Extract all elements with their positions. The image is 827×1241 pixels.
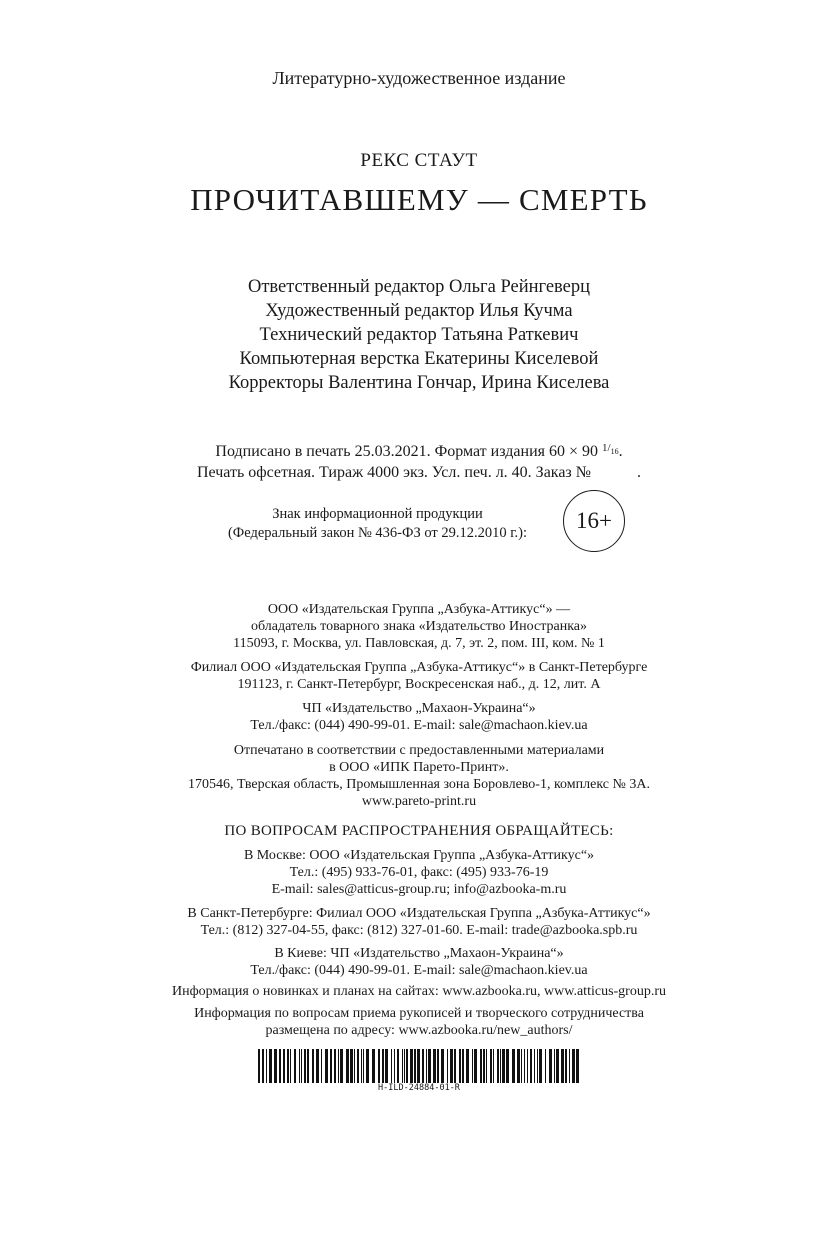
ukraine-line: ЧП «Издательство „Махаон-Украина“» bbox=[302, 701, 536, 716]
branch-line: 191123, г. Санкт-Петербург, Воскресенская наб., д. 12, лит. А bbox=[237, 677, 601, 692]
fraction-denominator: 16 bbox=[610, 447, 619, 456]
publisher-block bbox=[0, 601, 827, 652]
print-format-text: Подписано в печать 25.03.2021. Формат издания 60 × 90 bbox=[215, 443, 599, 460]
print-line-2-end: . bbox=[637, 464, 642, 481]
printer-block bbox=[0, 742, 827, 810]
info-sign-law: (Федеральный закон № 436-ФЗ от 29.12.2010 г.): bbox=[227, 525, 528, 541]
info-sign-text bbox=[200, 505, 555, 543]
barcode-label: H-ILD-24884-01-R bbox=[378, 1083, 460, 1093]
publisher-line: обладатель товарного знака «Издательство Иностранка» bbox=[250, 619, 588, 634]
branch-line: Филиал ООО «Издательская Группа „Азбука-Аттикус“» в Санкт-Петербурге bbox=[190, 660, 648, 675]
staff-list bbox=[0, 275, 827, 395]
distribution-line: В Москве: ООО «Издательская Группа „Азбука-Аттикус“» bbox=[243, 848, 595, 863]
barcode bbox=[258, 1049, 580, 1083]
distribution-spb bbox=[0, 905, 827, 939]
distribution-line: В Киеве: ЧП «Издательство „Махаон-Украина“» bbox=[274, 946, 564, 961]
distribution-line: Тел./факс: (044) 490-99-01. E-mail: sale@machaon.kiev.ua bbox=[250, 963, 588, 978]
news-info bbox=[0, 983, 827, 1000]
distribution-line: E-mail: sales@atticus-group.ru; info@azbooka-m.ru bbox=[271, 882, 567, 897]
staff-line: Ответственный редактор Ольга Рейнгеверц bbox=[247, 277, 591, 297]
manuscripts-info bbox=[0, 1005, 827, 1039]
distribution-kiev bbox=[0, 945, 827, 979]
print-info bbox=[0, 438, 827, 483]
distribution-moscow bbox=[0, 847, 827, 898]
ukraine-publisher-block bbox=[0, 700, 827, 734]
print-line-1 bbox=[0, 438, 827, 462]
staff-line: Компьютерная верстка Екатерины Киселевой bbox=[239, 349, 599, 369]
manuscripts-line: Информация по вопросам приема рукописей и творческого сотрудничества bbox=[194, 1006, 644, 1021]
distribution-line: В Санкт-Петербурге: Филиал ООО «Издательская Группа „Азбука-Аттикус“» bbox=[187, 906, 651, 921]
book-title: ПРОЧИТАВШЕМУ — СМЕРТЬ bbox=[190, 182, 648, 217]
format-fraction: 1/16 bbox=[602, 442, 619, 456]
printer-line: в ООО «ИПК Парето-Принт». bbox=[329, 760, 509, 775]
book-author: РЕКС СТАУТ bbox=[360, 150, 478, 171]
ukraine-line: Тел./факс: (044) 490-99-01. E-mail: sale@machaon.kiev.ua bbox=[250, 718, 588, 733]
manuscripts-line: размещена по адресу: www.azbooka.ru/new_authors/ bbox=[265, 1023, 573, 1038]
print-order-text: Печать офсетная. Тираж 4000 экз. Усл. печ. л. 40. Заказ № bbox=[196, 464, 592, 481]
info-sign-line: Знак информационной продукции bbox=[272, 506, 483, 522]
publisher-line: 115093, г. Москва, ул. Павловская, д. 7, эт. 2, пом. III, ком. № 1 bbox=[233, 636, 605, 651]
news-line: Информация о новинках и планах на сайтах: www.azbooka.ru, www.atticus-group.ru bbox=[171, 984, 666, 999]
distribution-line: Тел.: (812) 327-04-55, факс: (812) 327-01-60. E-mail: trade@azbooka.spb.ru bbox=[200, 923, 638, 938]
age-rating-badge: 16+ bbox=[563, 490, 625, 552]
fraction-numerator: 1 bbox=[602, 442, 608, 454]
printer-line: 170546, Тверская область, Промышленная зона Боровлево-1, комплекс № 3А. bbox=[188, 777, 650, 792]
staff-line: Технический редактор Татьяна Раткевич bbox=[259, 325, 579, 345]
staff-line: Художественный редактор Илья Кучма bbox=[265, 301, 573, 321]
printer-line: www.pareto-print.ru bbox=[361, 794, 477, 809]
print-line-2 bbox=[0, 462, 827, 483]
printer-line: Отпечатано в соответствии с предоставленными материалами bbox=[233, 743, 605, 758]
distribution-line: Тел.: (495) 933-76-01, факс: (495) 933-76-19 bbox=[289, 865, 549, 880]
print-line-1-end: . bbox=[618, 443, 623, 460]
edition-type: Литературно-художественное издание bbox=[272, 68, 566, 88]
distribution-heading: ПО ВОПРОСАМ РАСПРОСТРАНЕНИЯ ОБРАЩАЙТЕСЬ: bbox=[224, 823, 614, 839]
branch-block bbox=[0, 659, 827, 693]
staff-line: Корректоры Валентина Гончар, Ирина Киселева bbox=[228, 373, 610, 393]
publisher-line: ООО «Издательская Группа „Азбука-Аттикус“» — bbox=[267, 602, 571, 617]
